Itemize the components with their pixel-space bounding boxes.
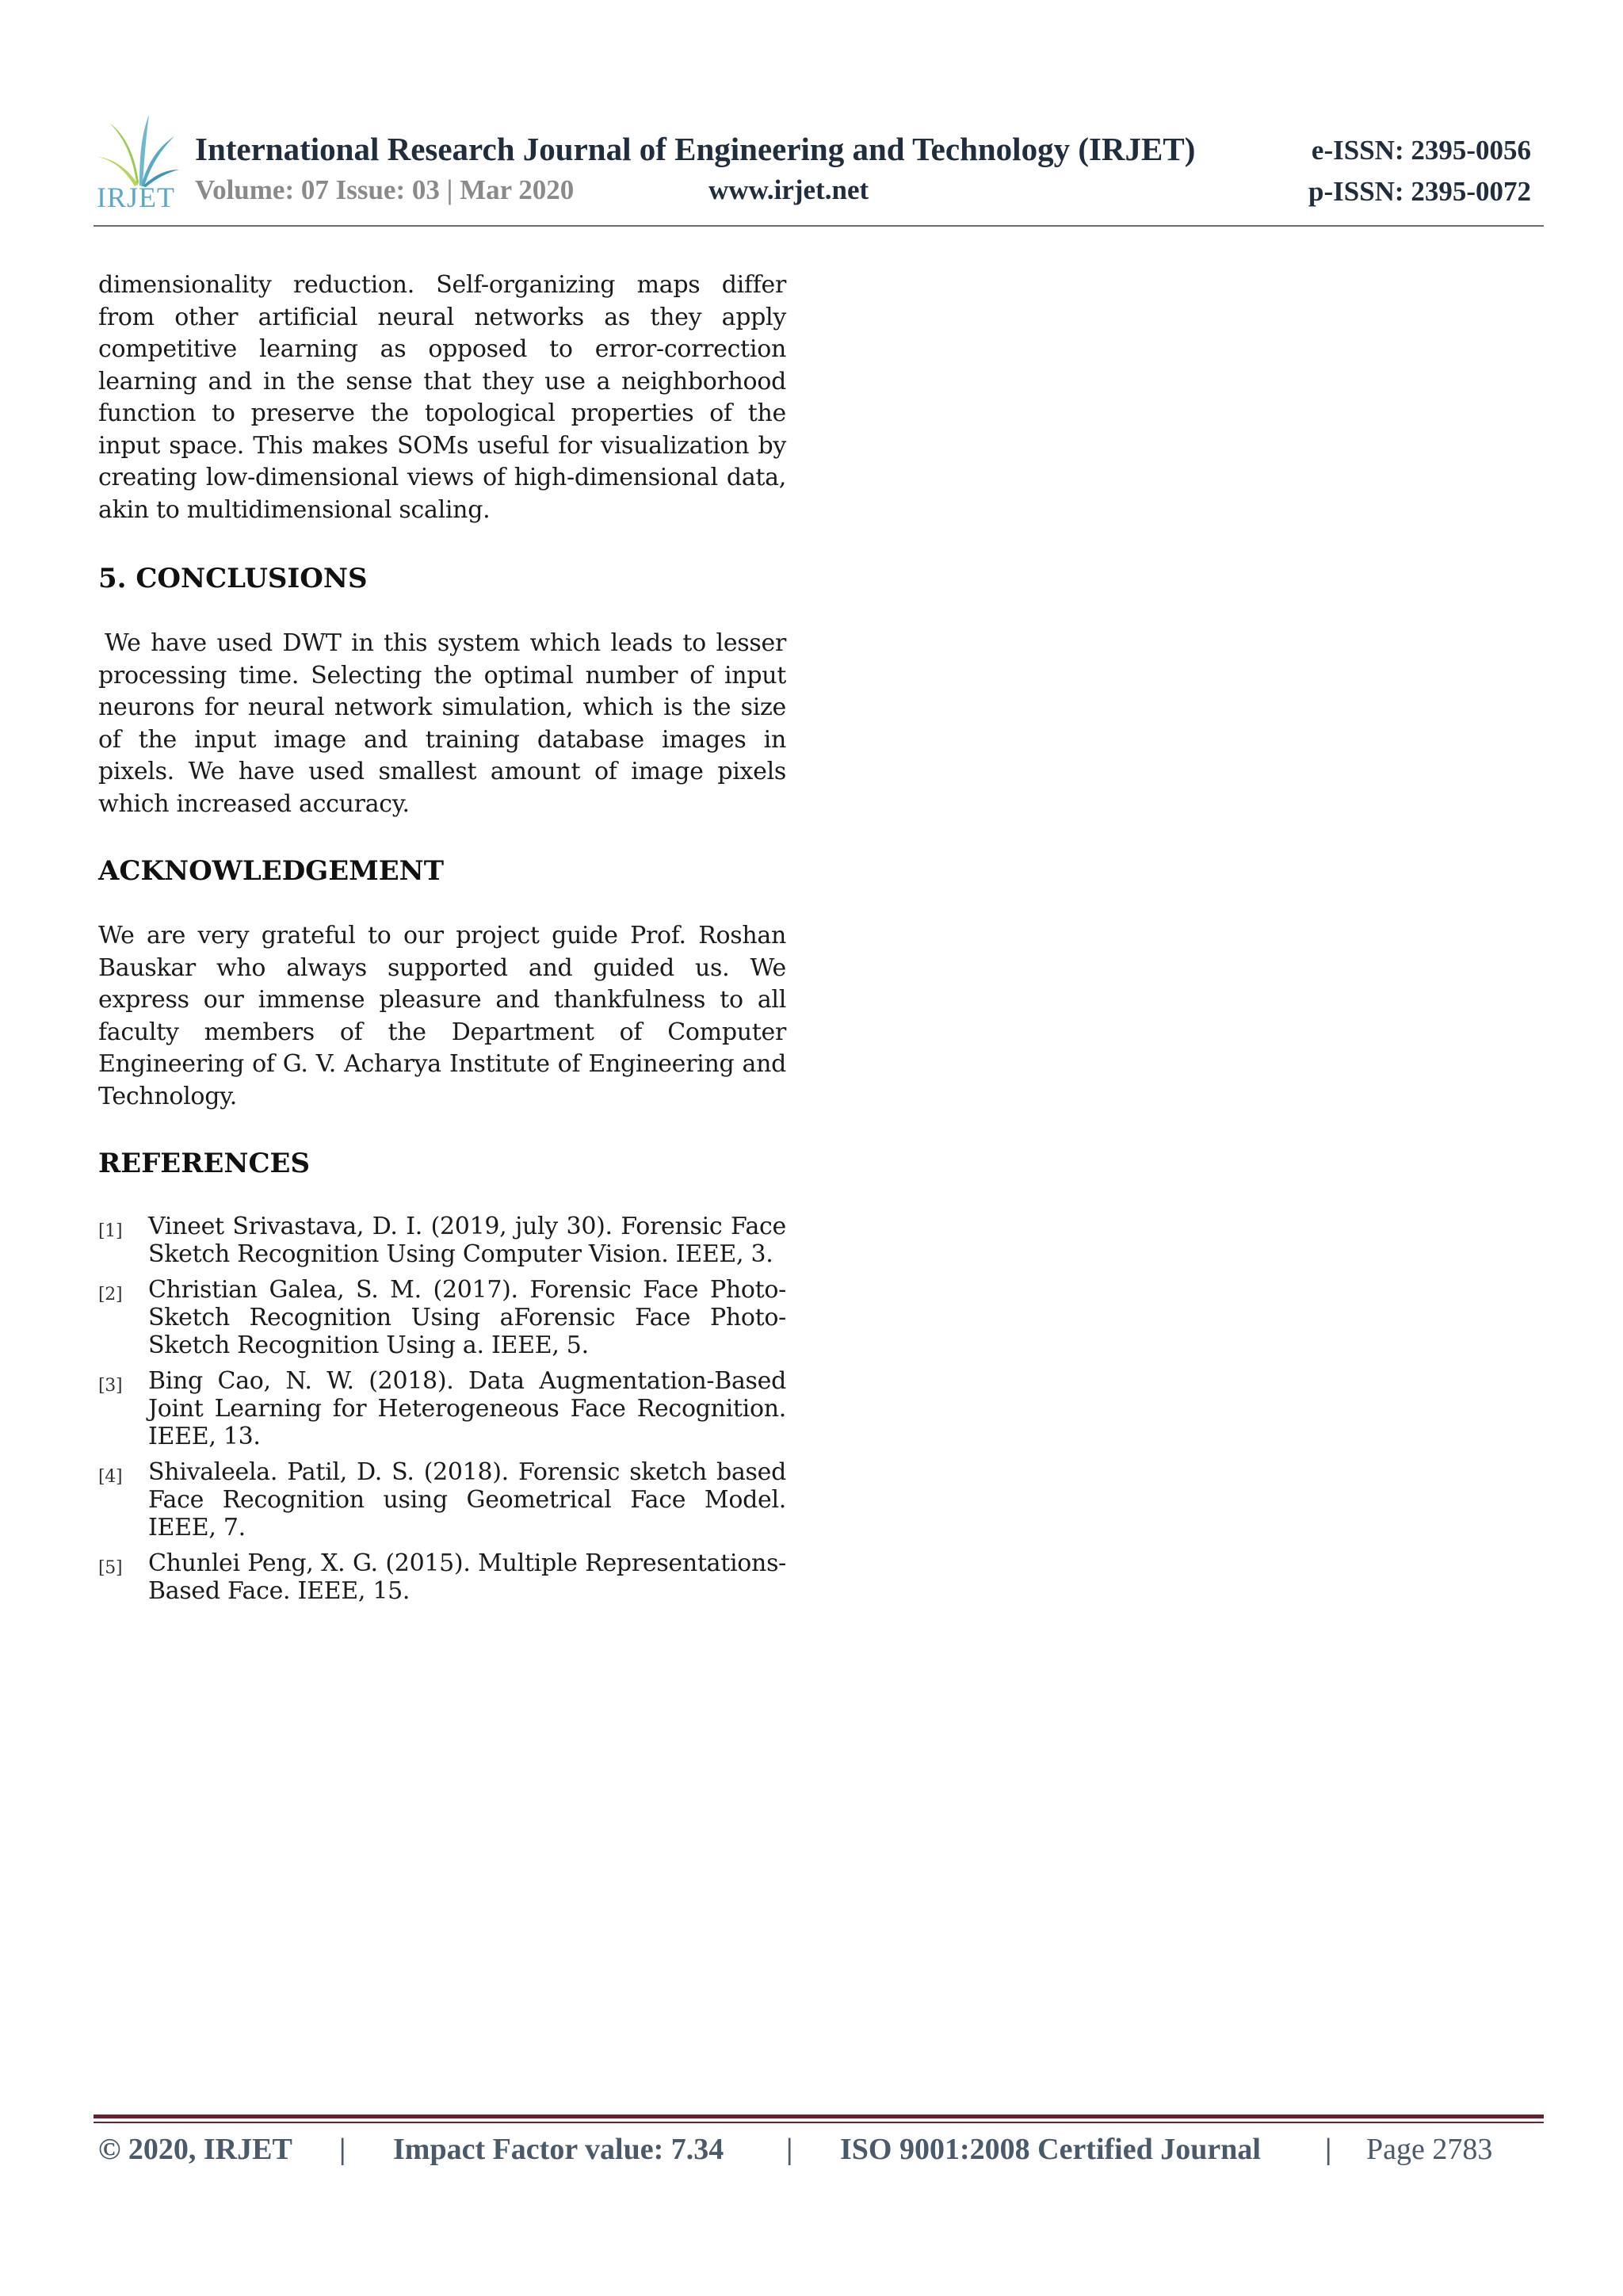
journal-website: www.irjet.net [708,174,869,205]
main-column [98,269,786,1613]
footer-copyright: © 2020, IRJET [98,2133,292,2166]
footer-page-number: Page 2783 [1366,2133,1493,2166]
reference-text: Vineet Srivastava, D. I. (2019, july 30). Forensic Face Sketch Recognition Using Computer Vision. IEEE, 3. [148,1213,786,1268]
reference-number: [5] [98,1558,123,1578]
reference-item [98,1276,786,1359]
reference-item [98,1213,786,1268]
conclusions-paragraph: We have used DWT in this system which leads to lesser processing time. Selecting the optimal number of input neurons for neural network simulation, which is the size of the input image and training database images in pixels. We have used smallest amount of image pixels which increased accuracy. [98,629,786,818]
references-heading: REFERENCES [98,1148,311,1179]
reference-number: [3] [98,1376,123,1396]
conclusions-heading: 5. CONCLUSIONS [98,563,368,594]
journal-title: International Research Journal of Engineering and Technology (IRJET) [195,131,1196,167]
acknowledgement-paragraph: We are very grateful to our project guide Prof. Roshan Bauskar who always supported and guided us. We express our immense pleasure and thankfulness to all faculty members of the Department of Computer Engineering of G. V. Acharya Institute of Engineering and Technology. [98,922,786,1110]
footer-separator: | [786,2133,793,2166]
p-issn: p-ISSN: 2395-0072 [1308,176,1531,207]
reference-text: Chunlei Peng, X. G. (2015). Multiple Representations-Based Face. IEEE, 15. [148,1549,786,1605]
reference-item [98,1367,786,1450]
reference-text: Christian Galea, S. M. (2017). Forensic Face Photo-Sketch Recognition Using aForensic Face Photo-Sketch Recognition Using a. IEEE, 5. [148,1276,786,1359]
intro-paragraph: dimensionality reduction. Self-organizing maps differ from other artificial neural networks as they apply competitive learning as opposed to error-correction learning and in the sense that they use a neighborhood function to preserve the topological properties of the input space. This makes SOMs useful for visualization by creating low-dimensional views of high-dimensional data, akin to multidimensional scaling. [98,271,786,524]
e-issn: e-ISSN: 2395-0056 [1311,135,1531,166]
footer-separator: | [1325,2133,1332,2166]
reference-text: Bing Cao, N. W. (2018). Data Augmentation-Based Joint Learning for Heterogeneous Face Recognition. IEEE, 13. [148,1367,786,1450]
reference-item [98,1458,786,1541]
header-divider [94,225,1544,227]
volume-issue: Volume: 07 Issue: 03 | Mar 2020 [195,174,575,205]
footer-divider-thin [94,2122,1544,2123]
footer-divider-thick [94,2115,1544,2118]
acknowledgement-heading: ACKNOWLEDGEMENT [98,855,445,887]
footer-iso: ISO 9001:2008 Certified Journal [840,2133,1261,2166]
footer-separator: | [339,2133,346,2166]
footer-impact-factor: Impact Factor value: 7.34 [393,2133,724,2166]
references-list [98,1213,786,1605]
irjet-leaf-icon [94,111,181,190]
page-header [94,111,1544,230]
reference-number: [1] [98,1221,123,1241]
irjet-logo [94,111,181,214]
reference-text: Shivaleela. Patil, D. S. (2018). Forensic sketch based Face Recognition using Geometrical Face Model. IEEE, 7. [148,1458,786,1541]
reference-item [98,1549,786,1605]
reference-number: [2] [98,1285,123,1305]
logo-text: IRJET [97,181,175,213]
reference-number: [4] [98,1467,123,1487]
